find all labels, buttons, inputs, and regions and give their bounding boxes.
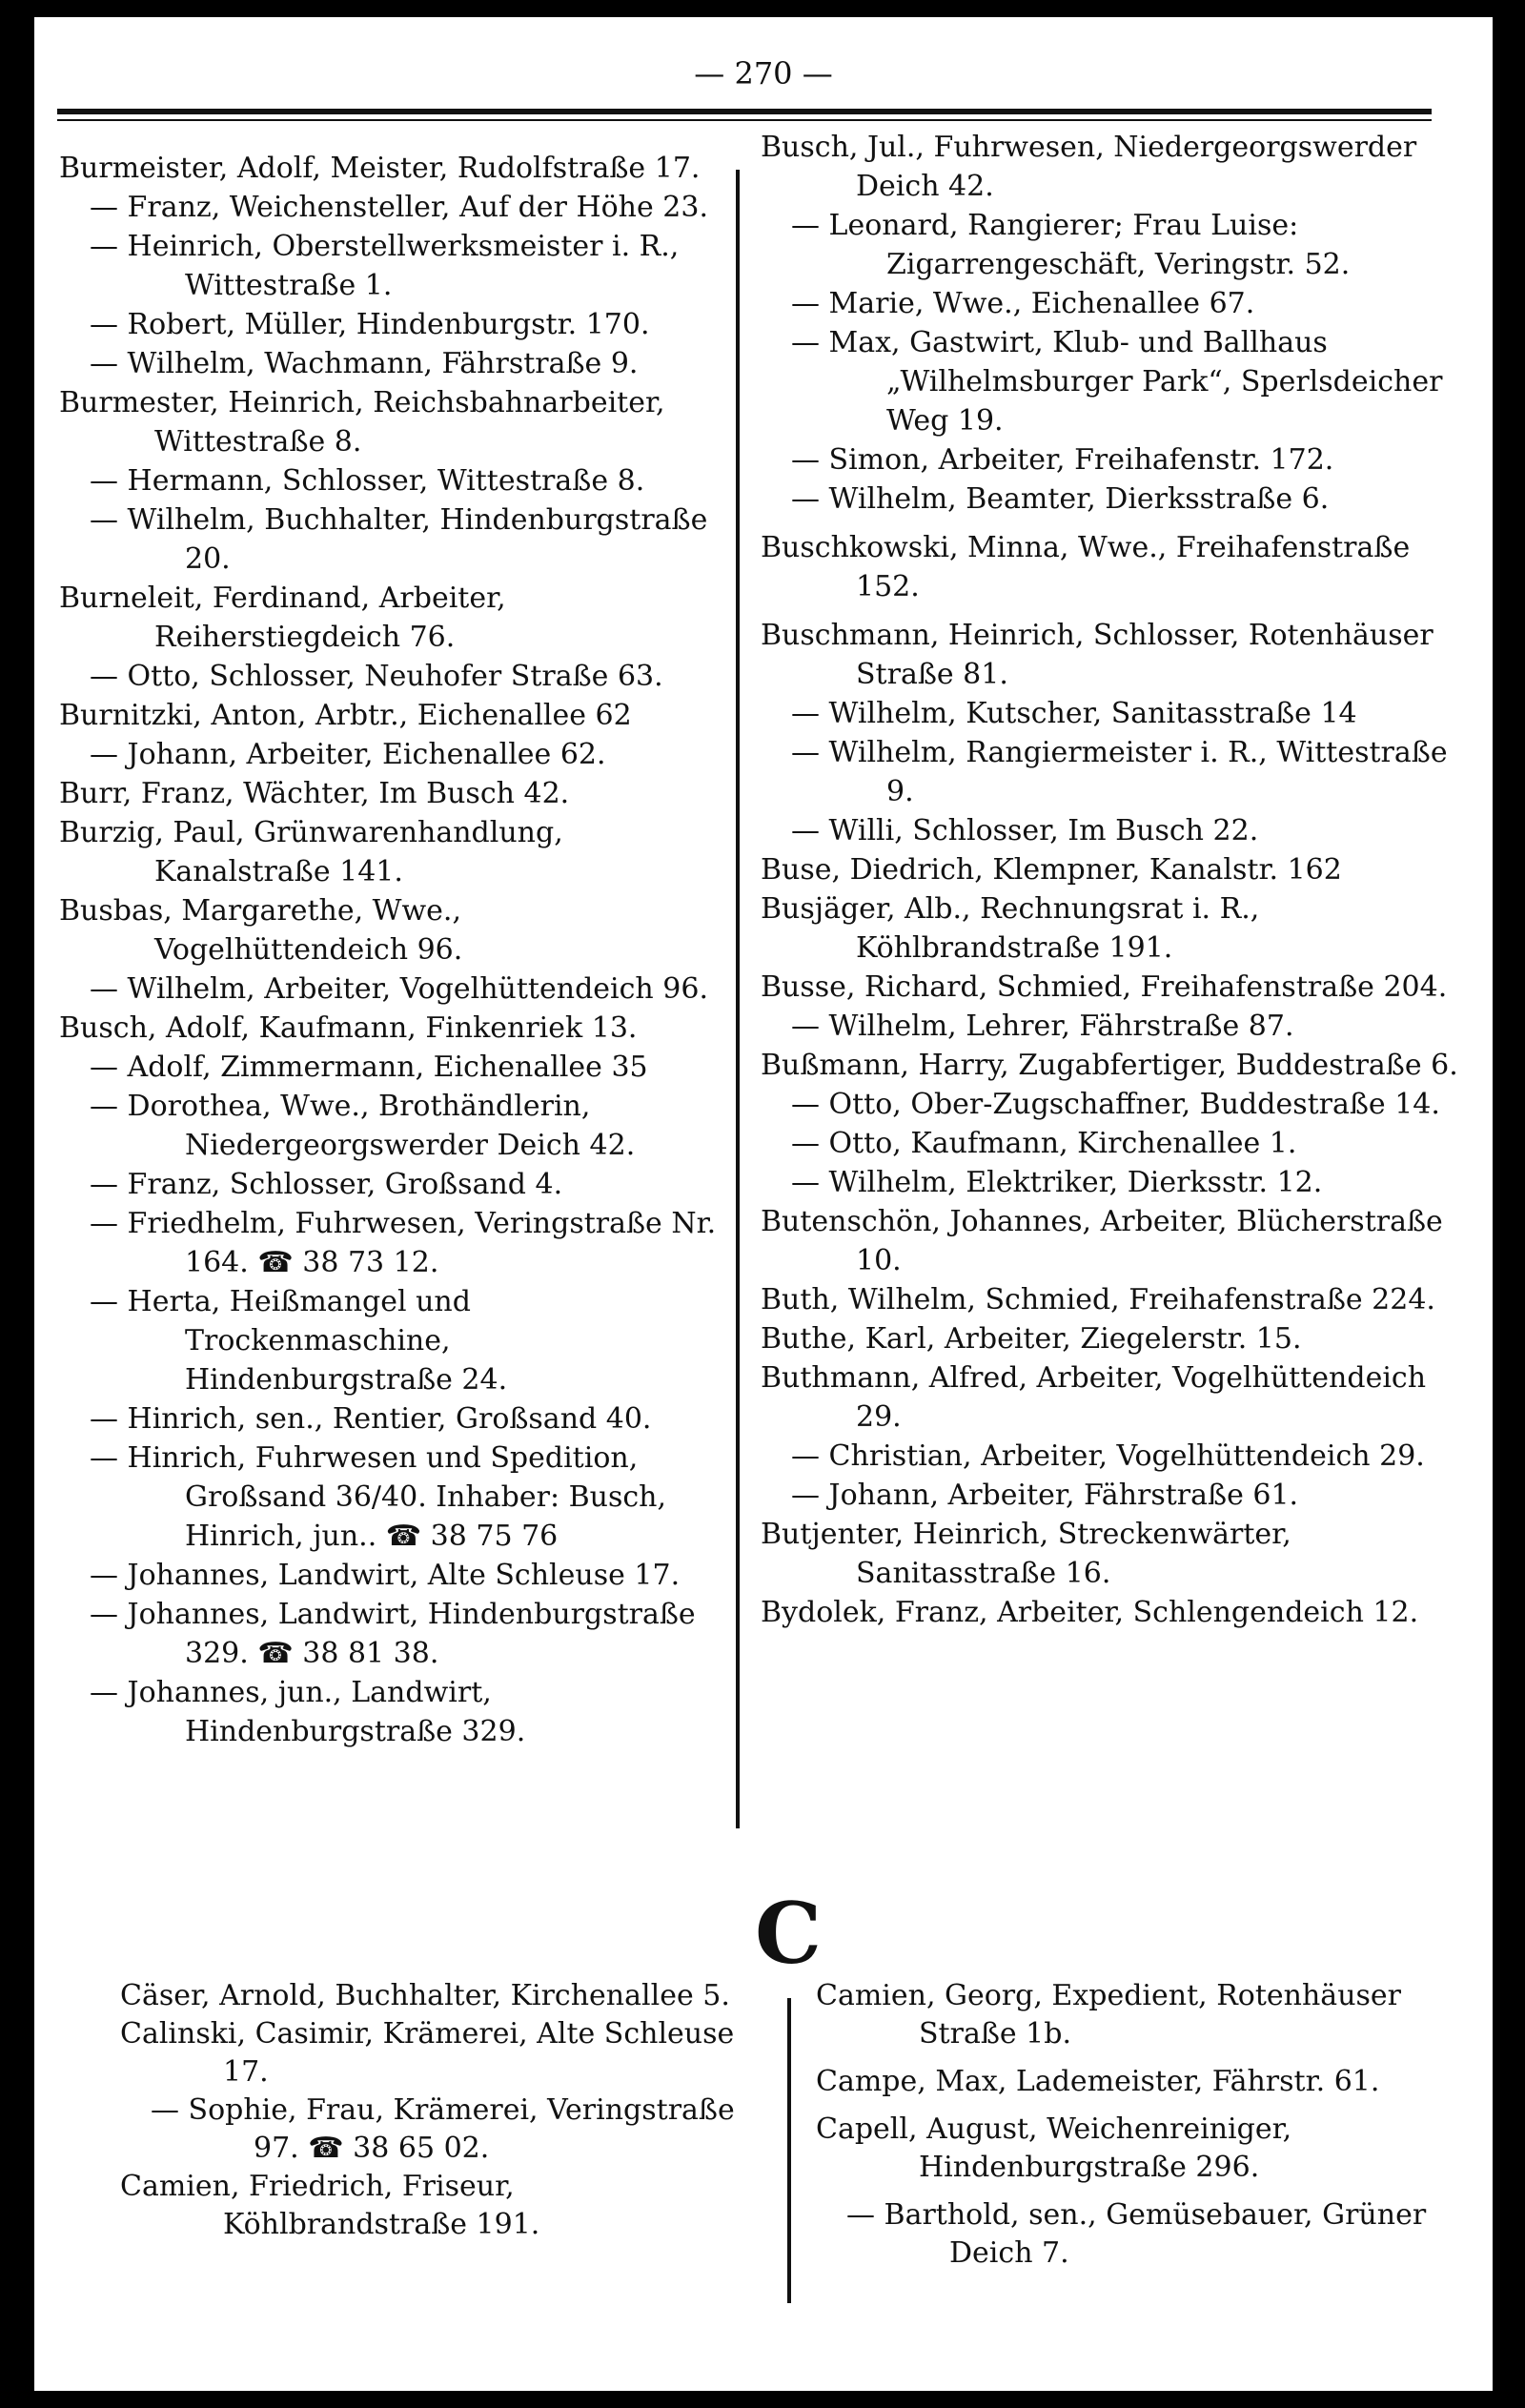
directory-entry: Burmeister, Adolf, Meister, Rudolfstraße 17. (59, 152, 701, 185)
directory-entry: Burr, Franz, Wächter, Im Busch 42. (59, 777, 570, 810)
directory-entry: — Johannes, jun., Landwirt, Hindenburgstraße 329. (90, 1676, 526, 1748)
directory-entry: Busbas, Margarethe, Wwe., Vogelhüttendeich 96. (59, 894, 463, 967)
directory-page (34, 17, 1493, 2391)
directory-entry: — Willi, Schlosser, Im Busch 22. (791, 814, 1259, 847)
directory-entry: Butenschön, Johannes, Arbeiter, Blücherstraße 10. (761, 1205, 1443, 1277)
directory-entry: — Johannes, Landwirt, Hindenburgstraße 329. ☎ 38 81 38. (90, 1598, 696, 1670)
header-rule-thin (57, 119, 1432, 121)
page-number: — 270 — (694, 55, 833, 92)
directory-entry: Burnitzki, Anton, Arbtr., Eichenallee 62 (59, 699, 632, 732)
directory-entry: — Otto, Schlosser, Neuhofer Straße 63. (90, 660, 663, 693)
directory-entry: — Adolf, Zimmermann, Eichenallee 35 (90, 1051, 648, 1084)
directory-entry: — Hermann, Schlosser, Wittestraße 8. (90, 464, 645, 498)
directory-entry: Busse, Richard, Schmied, Freihafenstraße 204. (761, 970, 1448, 1004)
section-letter: C (755, 1884, 823, 1983)
directory-entry: — Otto, Kaufmann, Kirchenallee 1. (791, 1127, 1297, 1160)
directory-entry: — Barthold, sen., Gemüsebauer, Grüner Deich 7. (846, 2198, 1427, 2270)
directory-entry: — Hinrich, Fuhrwesen und Spedition, Großsand 36/40. Inhaber: Busch, Hinrich, jun.. ☎ 38 75 76 (90, 1441, 667, 1553)
directory-entry: — Wilhelm, Elektriker, Dierksstr. 12. (791, 1166, 1323, 1199)
directory-entry: — Wilhelm, Rangiermeister i. R., Wittestraße 9. (791, 736, 1448, 808)
directory-entry: Cäser, Arnold, Buchhalter, Kirchenallee 5. (120, 1979, 730, 2012)
directory-entry: — Otto, Ober-Zugschaffner, Buddestraße 14. (791, 1088, 1440, 1121)
column-3 (120, 1977, 749, 2244)
directory-entry: — Herta, Heißmangel und Trockenmaschine, Hindenburgstraße 24. (90, 1285, 508, 1397)
directory-entry: Buthmann, Alfred, Arbeiter, Vogelhüttendeich 29. (761, 1361, 1427, 1434)
directory-entry: Burzig, Paul, Grünwarenhandlung, Kanalstraße 141. (59, 816, 563, 888)
directory-entry: Buth, Wilhelm, Schmied, Freihafenstraße 224. (761, 1283, 1435, 1316)
column-4 (816, 1977, 1483, 2273)
directory-entry: — Wilhelm, Buchhalter, Hindenburgstraße 20. (90, 503, 708, 576)
directory-entry: — Sophie, Frau, Krämerei, Veringstraße 97. ☎ 38 65 02. (151, 2093, 735, 2165)
directory-entry: Busjäger, Alb., Rechnungsrat i. R., Köhlbrandstraße 191. (761, 892, 1260, 965)
directory-entry: Buschkowski, Minna, Wwe., Freihafenstraße 152. (761, 531, 1411, 603)
directory-entry: Bußmann, Harry, Zugabfertiger, Buddestraße 6. (761, 1049, 1458, 1082)
directory-entry: — Simon, Arbeiter, Freihafenstr. 172. (791, 443, 1334, 477)
column-divider (736, 170, 740, 1828)
directory-entry: Camien, Friedrich, Friseur, Köhlbrandstraße 191. (120, 2170, 540, 2241)
directory-entry: — Marie, Wwe., Eichenallee 67. (791, 287, 1255, 320)
directory-entry: — Heinrich, Oberstellwerksmeister i. R., Wittestraße 1. (90, 230, 680, 302)
column-2 (761, 128, 1466, 1632)
directory-entry: Bydolek, Franz, Arbeiter, Schlengendeich 12. (761, 1596, 1419, 1629)
column-1 (59, 149, 717, 1751)
directory-entry: — Robert, Müller, Hindenburgstr. 170. (90, 308, 650, 341)
directory-entry: — Hinrich, sen., Rentier, Großsand 40. (90, 1402, 652, 1436)
directory-entry: — Wilhelm, Arbeiter, Vogelhüttendeich 96. (90, 972, 708, 1006)
directory-entry: Camien, Georg, Expedient, Rotenhäuser Straße 1b. (816, 1979, 1402, 2051)
directory-entry: — Franz, Weichensteller, Auf der Höhe 23. (90, 191, 708, 224)
directory-entry: Butjenter, Heinrich, Streckenwärter, Sanitasstraße 16. (761, 1518, 1291, 1590)
directory-entry: — Leonard, Rangierer; Frau Luise: Zigarrengeschäft, Veringstr. 52. (791, 209, 1351, 281)
directory-entry: Buschmann, Heinrich, Schlosser, Rotenhäuser Straße 81. (761, 619, 1434, 691)
directory-entry: Busch, Adolf, Kaufmann, Finkenriek 13. (59, 1011, 638, 1045)
directory-entry: — Johann, Arbeiter, Eichenallee 62. (90, 738, 606, 771)
directory-entry: — Wilhelm, Beamter, Dierksstraße 6. (791, 482, 1330, 516)
directory-entry: Burmester, Heinrich, Reichsbahnarbeiter, Wittestraße 8. (59, 386, 665, 459)
directory-entry: — Wilhelm, Lehrer, Fährstraße 87. (791, 1010, 1294, 1043)
directory-entry: Buthe, Karl, Arbeiter, Ziegelerstr. 15. (761, 1322, 1302, 1356)
directory-entry: Busch, Jul., Fuhrwesen, Niedergeorgswerder Deich 42. (761, 131, 1417, 203)
directory-entry: — Johann, Arbeiter, Fährstraße 61. (791, 1479, 1299, 1512)
directory-entry: — Johannes, Landwirt, Alte Schleuse 17. (90, 1559, 681, 1592)
column-divider-lower (787, 1998, 791, 2303)
directory-entry: Buse, Diedrich, Klempner, Kanalstr. 162 (761, 853, 1342, 887)
directory-entry: Campe, Max, Lademeister, Fährstr. 61. (816, 2065, 1380, 2098)
directory-entry: — Dorothea, Wwe., Brothändlerin, Niedergeorgswerder Deich 42. (90, 1090, 636, 1162)
directory-entry: Burneleit, Ferdinand, Arbeiter, Reiherstiegdeich 76. (59, 582, 506, 654)
directory-entry: Capell, August, Weichenreiniger, Hindenburgstraße 296. (816, 2112, 1292, 2184)
directory-entry: — Wilhelm, Wachmann, Fährstraße 9. (90, 347, 639, 380)
directory-entry: — Max, Gastwirt, Klub- und Ballhaus „Wilhelmsburger Park“, Sperlsdeicher Weg 19. (791, 326, 1443, 438)
directory-entry: — Friedhelm, Fuhrwesen, Veringstraße Nr. 164. ☎ 38 73 12. (90, 1207, 717, 1279)
header-rule-thick (57, 109, 1432, 114)
directory-entry: — Wilhelm, Kutscher, Sanitasstraße 14 (791, 697, 1357, 730)
directory-entry: Calinski, Casimir, Krämerei, Alte Schleuse 17. (120, 2017, 735, 2089)
directory-entry: — Christian, Arbeiter, Vogelhüttendeich 29. (791, 1439, 1425, 1473)
directory-entry: — Franz, Schlosser, Großsand 4. (90, 1168, 563, 1201)
